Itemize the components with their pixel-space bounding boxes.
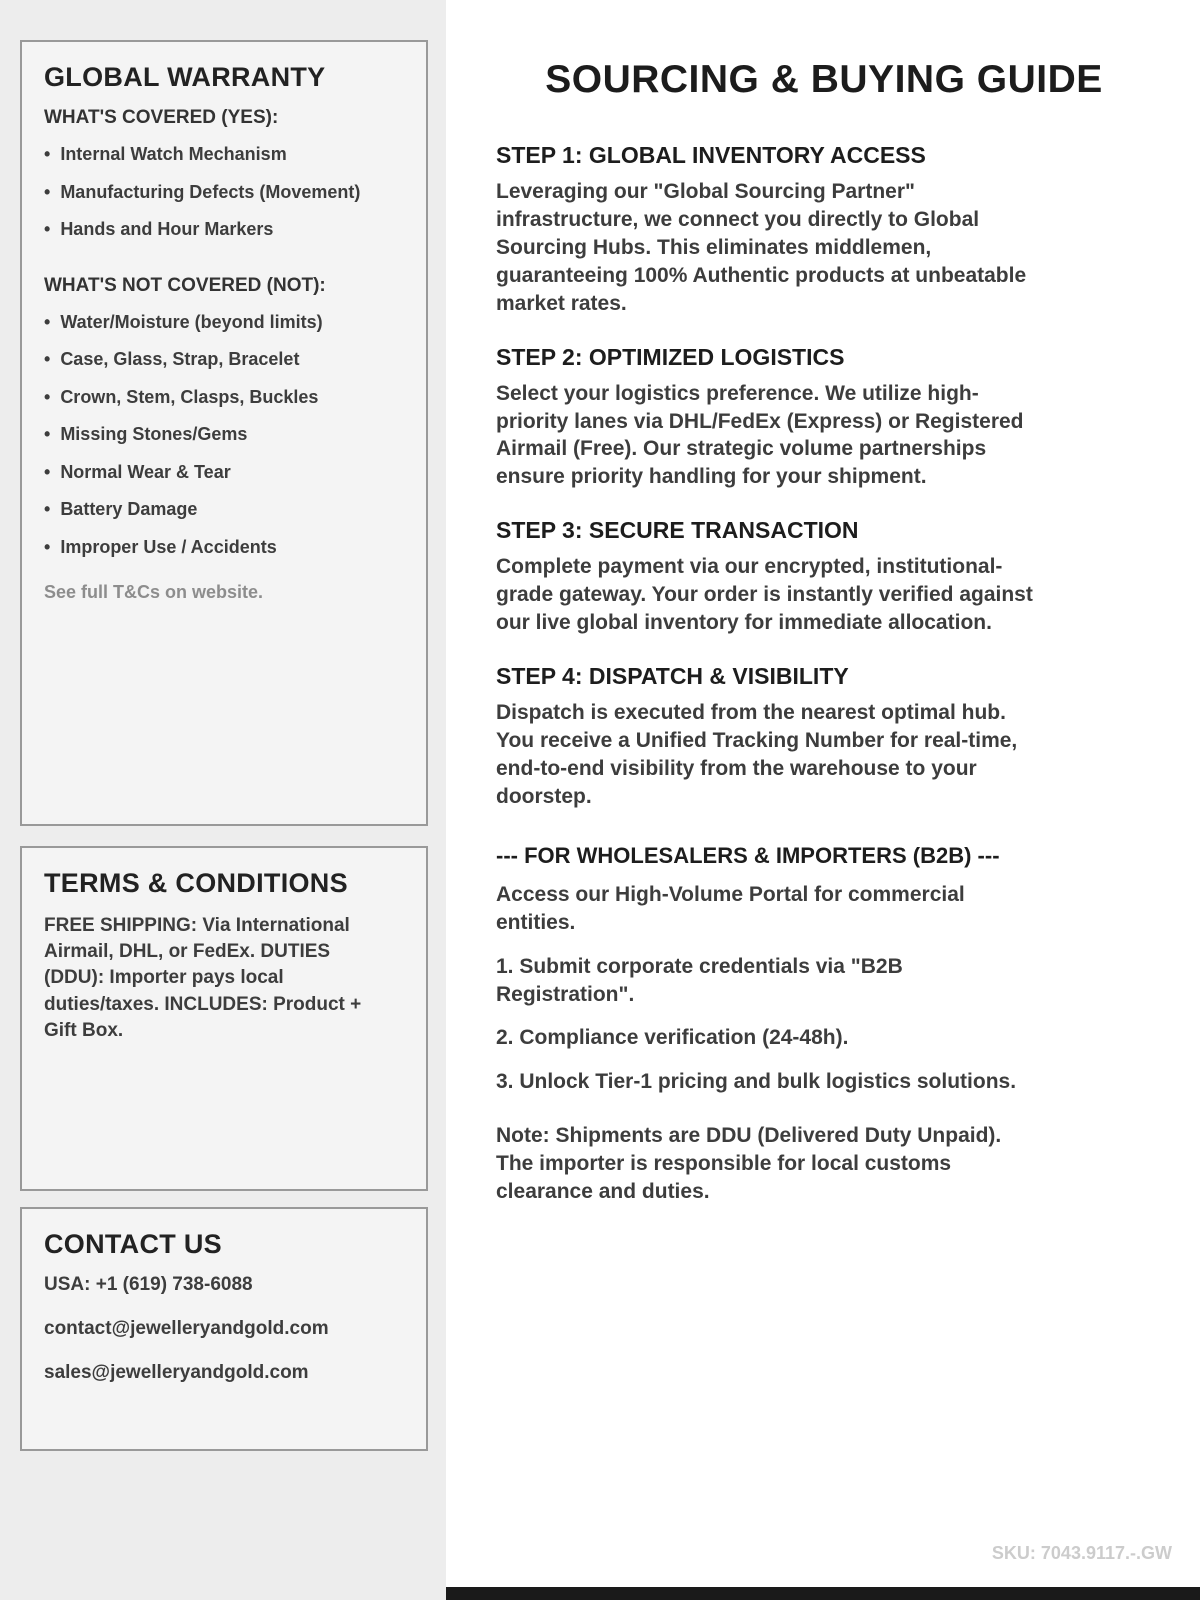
step-4-body: Dispatch is executed from the nearest optimal hub. You receive a Unified Tracking Number for real-time, end-to-end visibility from the warehouse to your doorstep. xyxy=(496,701,1018,808)
contact-phone: USA: +1 (619) 738-6088 xyxy=(44,1274,253,1295)
not-covered-list xyxy=(44,311,404,559)
terms-body: FREE SHIPPING: Via International Airmail, DHL, or FedEx. DUTIES (DDU): Importer pays local duties/taxes. INCLUDES: Product + Gift Box. xyxy=(44,915,362,1041)
b2b-heading: --- FOR WHOLESALERS & IMPORTERS (B2B) --- xyxy=(496,842,1000,868)
list-item: • Crown, Stem, Clasps, Buckles xyxy=(44,386,404,409)
list-item: • Case, Glass, Strap, Bracelet xyxy=(44,348,404,371)
b2b-step-2: 2. Compliance verification (24-48h). xyxy=(496,1026,849,1050)
contact-email-sales: sales@jewelleryandgold.com xyxy=(44,1362,309,1383)
list-item: • Normal Wear & Tear xyxy=(44,461,404,484)
step-1-body: Leveraging our "Global Sourcing Partner" infrastructure, we connect you directly to Global Sourcing Hubs. This eliminates middlemen, guaranteeing 100% Authentic products at unbeatable market rates. xyxy=(496,180,1027,315)
warranty-panel xyxy=(20,40,428,826)
list-item: • Internal Watch Mechanism xyxy=(44,143,404,166)
page-title: SOURCING & BUYING GUIDE xyxy=(545,58,1103,101)
list-item: • Improper Use / Accidents xyxy=(44,536,404,559)
covered-list xyxy=(44,143,404,241)
step-4-heading: STEP 4: DISPATCH & VISIBILITY xyxy=(496,663,849,690)
list-item: • Water/Moisture (beyond limits) xyxy=(44,311,404,334)
step-3-body: Complete payment via our encrypted, institutional-grade gateway. Your order is instantly verified against our live global inventory for immediate allocation. xyxy=(496,555,1033,635)
main-content xyxy=(446,0,1200,1600)
sidebar xyxy=(0,0,446,1600)
covered-heading: WHAT'S COVERED (YES): xyxy=(44,107,279,128)
list-item: • Battery Damage xyxy=(44,498,404,521)
b2b-step-3: 3. Unlock Tier-1 pricing and bulk logistics solutions. xyxy=(496,1070,1017,1094)
not-covered-heading: WHAT'S NOT COVERED (NOT): xyxy=(44,274,326,296)
b2b-step-1: 1. Submit corporate credentials via "B2B Registration". xyxy=(496,954,903,1006)
step-2-heading: STEP 2: OPTIMIZED LOGISTICS xyxy=(496,343,845,370)
step-3-section xyxy=(496,517,1152,637)
contact-title: CONTACT US xyxy=(44,1229,222,1259)
step-1-heading: STEP 1: GLOBAL INVENTORY ACCESS xyxy=(496,142,926,168)
warranty-footnote: See full T&Cs on website. xyxy=(44,582,264,602)
terms-panel xyxy=(20,846,428,1191)
step-4-section xyxy=(496,663,1152,811)
step-2-body: Select your logistics preference. We utilize high-priority lanes via DHL/FedEx (Express) or Registered Airmail (Free). Our strategic volume partnerships ensure priority handling for your shipment. xyxy=(496,381,1024,489)
step-3-heading: STEP 3: SECURE TRANSACTION xyxy=(496,517,859,544)
footer-bar xyxy=(446,1587,1200,1600)
contact-email-primary: contact@jewelleryandgold.com xyxy=(44,1318,329,1339)
b2b-section xyxy=(496,843,1152,1206)
step-1-section xyxy=(496,142,1152,318)
list-item: • Missing Stones/Gems xyxy=(44,423,404,446)
sku-label: SKU: 7043.9117.-.GW xyxy=(991,1543,1172,1563)
list-item: • Hands and Hour Markers xyxy=(44,218,404,241)
b2b-ddu-note: Note: Shipments are DDU (Delivered Duty Unpaid). The importer is responsible for local customs clearance and duties. xyxy=(496,1124,1002,1204)
warranty-title: GLOBAL WARRANTY xyxy=(44,62,326,92)
step-2-section xyxy=(496,344,1152,492)
terms-title: TERMS & CONDITIONS xyxy=(44,868,348,898)
contact-panel xyxy=(20,1207,428,1451)
list-item: • Manufacturing Defects (Movement) xyxy=(44,181,404,204)
b2b-intro: Access our High-Volume Portal for commercial entities. xyxy=(496,882,965,934)
